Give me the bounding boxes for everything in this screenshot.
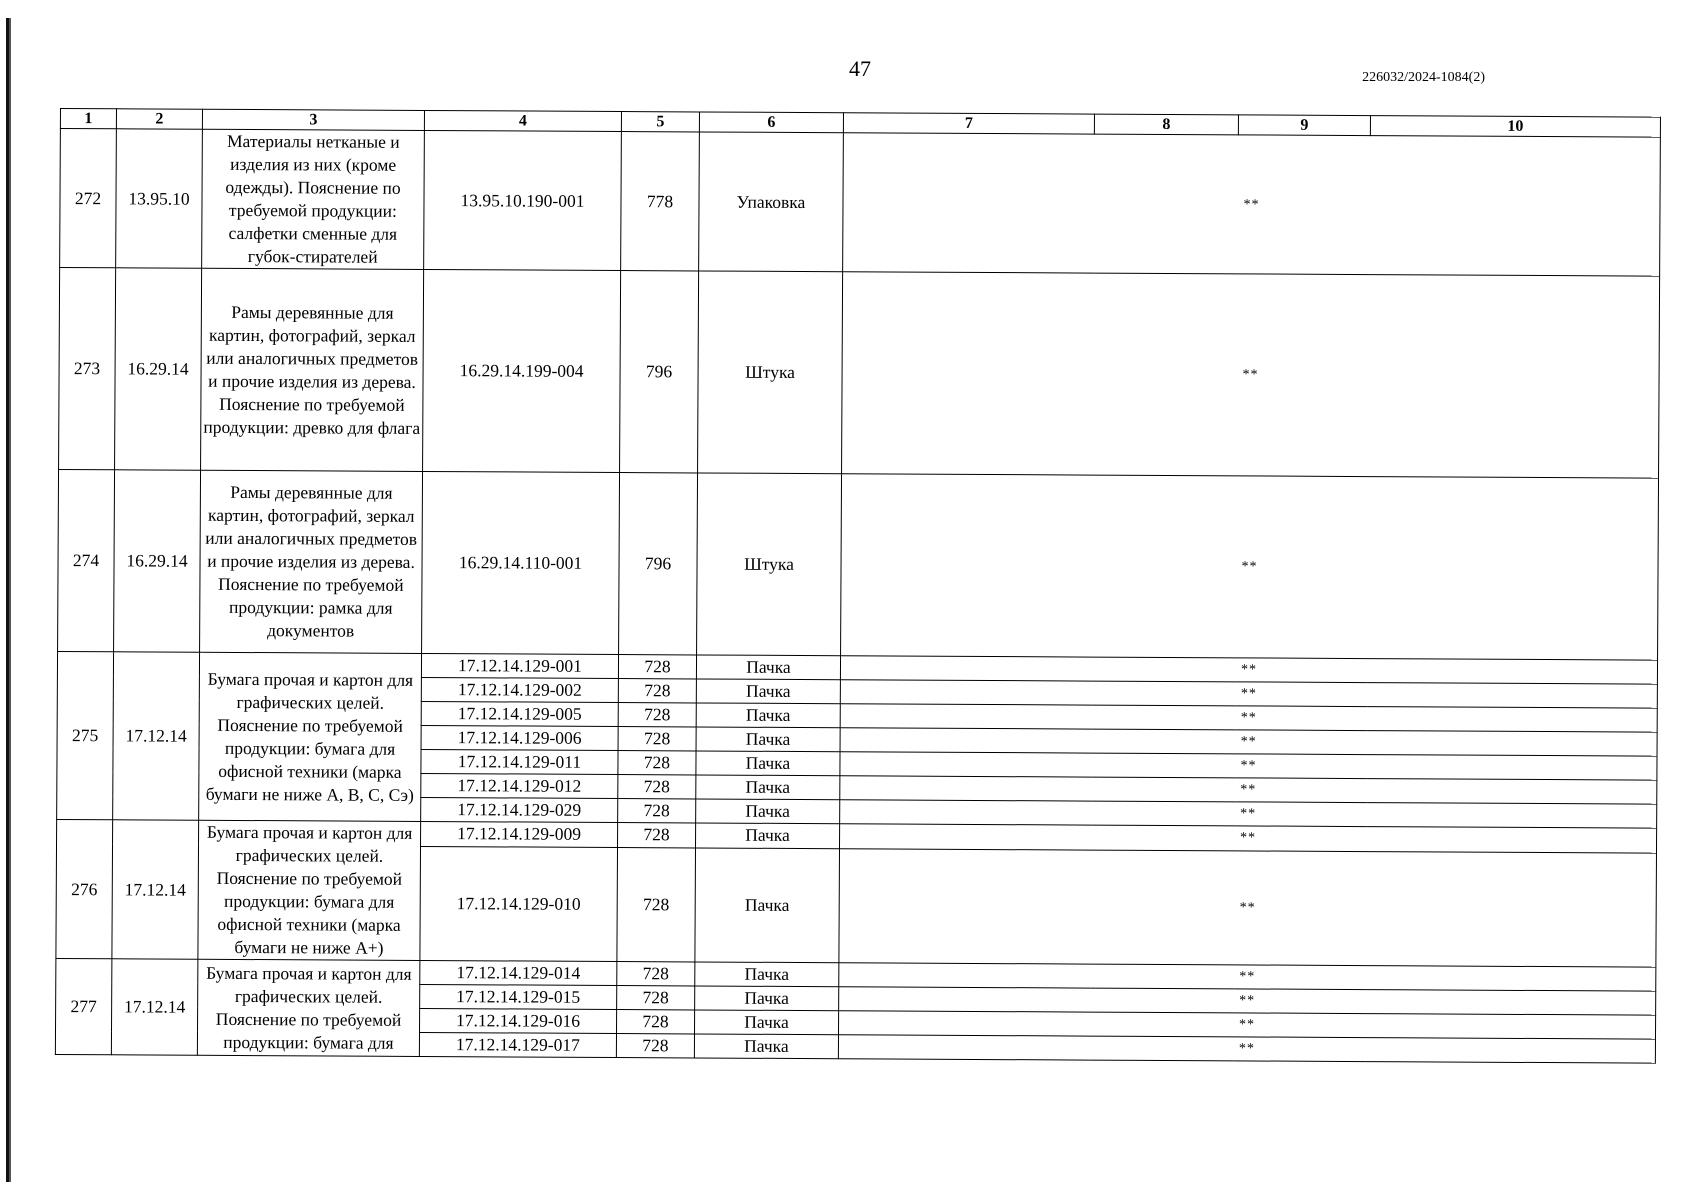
unit-name: Пачка [696, 823, 840, 848]
header-col-3: 3 [202, 109, 424, 130]
unit-name: Пачка [696, 679, 840, 704]
price-placeholder: ** [840, 824, 1657, 853]
header-col-9: 9 [1238, 115, 1370, 136]
unit-name: Пачка [695, 847, 840, 962]
price-placeholder: ** [839, 963, 1656, 991]
ktru-code: 17.12.14.129-010 [420, 846, 618, 962]
ktru-code: 17.12.14.129-006 [421, 725, 618, 750]
product-description: Рамы деревянные для картин, фотографий, зеркал или аналогичных предметов и прочие изделия из дерева. Пояснение по требуемой продукции: рамка для документов [200, 470, 423, 653]
header-col-7: 7 [843, 113, 1094, 134]
okei-code: 728 [617, 1010, 695, 1034]
okei-code: 778 [621, 132, 700, 271]
okpd-code: 17.12.14 [112, 820, 199, 959]
ktru-code: 17.12.14.129-001 [421, 653, 618, 678]
header-col-1: 1 [60, 109, 116, 129]
unit-name: Пачка [695, 986, 839, 1011]
price-placeholder: ** [838, 1035, 1655, 1063]
okei-code: 728 [617, 962, 695, 986]
okei-code: 728 [618, 823, 696, 848]
row-number: 276 [56, 819, 113, 958]
okei-code: 728 [618, 703, 696, 727]
price-placeholder: ** [842, 272, 1660, 478]
unit-name: Пачка [695, 962, 839, 987]
price-placeholder: ** [838, 1011, 1655, 1039]
row-number: 275 [57, 651, 114, 819]
ktru-code: 17.12.14.129-012 [421, 773, 618, 798]
ktru-code: 17.12.14.129-005 [421, 701, 618, 726]
okpd-code: 16.29.14 [114, 470, 201, 652]
product-description: Бумага прочая и картон для графических целей. Пояснение по требуемой продукции: бумага для офисной техники (марка бумаги не ниже А, В, С, Сэ) [199, 652, 422, 821]
product-description: Бумага прочая и картон для графических целей. Пояснение по требуемой продукции: бумага для офисной техники (марка бумаги не ниже А+) [198, 820, 421, 960]
ktru-code: 17.12.14.129-016 [420, 1008, 617, 1033]
product-description: Рамы деревянные для картин, фотографий, зеркал или аналогичных предметов и прочие изделия из дерева. Пояснение по требуемой продукции: древко для флага [201, 268, 424, 471]
document-id: 226032/2024-1084(2) [1362, 70, 1485, 85]
unit-name: Пачка [696, 703, 840, 728]
table-row [60, 129, 1661, 277]
ktru-code: 17.12.14.129-015 [420, 984, 617, 1009]
header-col-6: 6 [699, 112, 843, 133]
okei-code: 728 [618, 799, 696, 823]
unit-name: Пачка [694, 1010, 838, 1035]
table-row [58, 469, 1659, 660]
unit-name: Пачка [696, 799, 840, 824]
product-description: Бумага прочая и картон для графических целей. Пояснение по требуемой продукции: бумага для [197, 959, 420, 1056]
unit-name: Пачка [696, 775, 840, 800]
product-description: Материалы нетканые и изделия из них (кроме одежды). Пояснение по требуемой продукции: салфетки сменные для губок-стирателей [202, 129, 425, 269]
price-placeholder: ** [840, 680, 1657, 708]
header-col-5: 5 [621, 112, 699, 132]
unit-name: Штука [698, 271, 843, 474]
okei-code: 796 [620, 271, 699, 473]
okei-code: 728 [618, 679, 696, 703]
ktru-code: 17.12.14.129-002 [421, 677, 618, 702]
price-placeholder: ** [840, 752, 1657, 780]
price-placeholder: ** [840, 728, 1657, 756]
price-placeholder: ** [839, 848, 1657, 967]
price-placeholder: ** [840, 656, 1657, 684]
table-row [59, 268, 1660, 479]
ktru-code: 17.12.14.129-017 [419, 1032, 616, 1057]
okei-code: 728 [618, 655, 696, 679]
scan-edge [6, 18, 11, 1182]
header-col-8: 8 [1094, 114, 1238, 135]
row-number: 273 [59, 268, 116, 470]
header-col-4: 4 [424, 110, 621, 131]
okei-code: 728 [617, 847, 696, 962]
header-col-2: 2 [116, 109, 202, 129]
unit-name: Пачка [696, 655, 840, 680]
okei-code: 728 [617, 986, 695, 1010]
okei-code: 728 [616, 1034, 694, 1058]
ktru-code: 16.29.14.199-004 [423, 269, 621, 472]
ktru-code: 16.29.14.110-001 [422, 471, 620, 654]
procurement-table [55, 108, 1661, 1064]
okpd-code: 17.12.14 [111, 959, 198, 1055]
price-placeholder: ** [840, 800, 1657, 828]
row-number: 277 [55, 958, 112, 1054]
ktru-code: 17.12.14.129-014 [420, 960, 617, 985]
row-number: 272 [60, 129, 117, 268]
unit-name: Пачка [696, 751, 840, 776]
price-placeholder: ** [840, 776, 1657, 804]
header-col-10: 10 [1370, 116, 1660, 138]
price-placeholder: ** [843, 133, 1661, 276]
unit-name: Штука [697, 473, 842, 656]
page-number: 47 [849, 56, 871, 81]
okei-code: 728 [618, 727, 696, 751]
row-number: 274 [58, 469, 115, 651]
okei-code: 796 [619, 473, 698, 655]
okpd-code: 17.12.14 [113, 652, 200, 820]
price-placeholder: ** [841, 474, 1659, 660]
ktru-code: 17.12.14.129-029 [421, 797, 618, 822]
unit-name: Упаковка [699, 132, 844, 272]
ktru-code: 13.95.10.190-001 [424, 130, 622, 270]
okpd-code: 13.95.10 [116, 129, 203, 268]
unit-name: Пачка [696, 727, 840, 752]
okpd-code: 16.29.14 [115, 268, 202, 470]
okei-code: 728 [618, 775, 696, 799]
ktru-code: 17.12.14.129-011 [421, 749, 618, 774]
price-placeholder: ** [840, 704, 1657, 732]
ktru-code: 17.12.14.129-009 [421, 821, 618, 847]
okei-code: 728 [618, 751, 696, 775]
price-placeholder: ** [839, 987, 1656, 1015]
unit-name: Пачка [694, 1034, 838, 1059]
